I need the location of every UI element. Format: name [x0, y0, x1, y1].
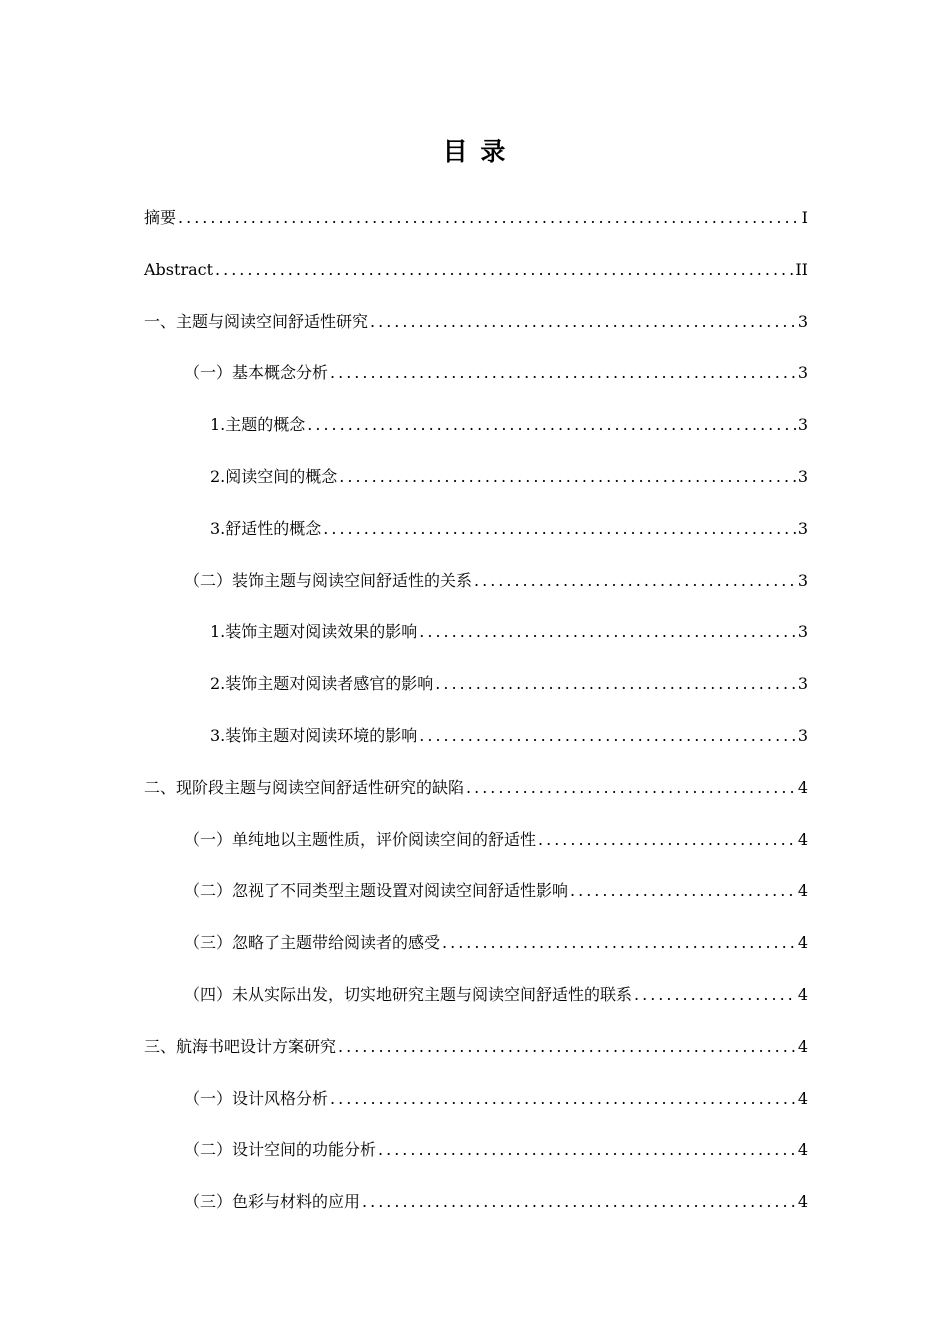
toc-dot-leader: [323, 517, 796, 541]
toc-entry[interactable]: [144, 206, 808, 230]
toc-entry[interactable]: [144, 258, 808, 282]
toc-dot-leader: [435, 672, 796, 696]
toc-dot-leader: [570, 879, 796, 903]
toc-entry-text: （二）装饰主题与阅读空间舒适性的关系: [184, 571, 473, 590]
toc-entry-text: （二）设计空间的功能分析: [184, 1140, 377, 1159]
toc-entry-text: 一、主题与阅读空间舒适性研究: [144, 312, 369, 331]
toc-entry[interactable]: [184, 361, 808, 385]
toc-dot-leader: [419, 620, 796, 644]
toc-entry-text: （四）未从实际出发，切实地研究主题与阅读空间舒适性的联系: [184, 985, 633, 1004]
toc-dot-leader: [178, 206, 800, 230]
toc-entry[interactable]: [210, 724, 808, 748]
toc-entry-page-number: 3: [797, 363, 808, 382]
toc-entry-text: 1.装饰主题对阅读效果的影响: [210, 622, 418, 641]
toc-entry-page-number: 3: [797, 674, 808, 693]
toc-entry-text: 摘要: [144, 208, 177, 227]
toc-dot-leader: [538, 828, 796, 852]
toc-entry[interactable]: [210, 620, 808, 644]
toc-entry[interactable]: [184, 1087, 808, 1111]
toc-entry[interactable]: [144, 1035, 808, 1059]
toc-entry-page-number: I: [801, 208, 808, 227]
toc-entry[interactable]: [184, 569, 808, 593]
toc-entry[interactable]: [210, 413, 808, 437]
toc-entry-page-number: 3: [797, 571, 808, 590]
toc-entry-page-number: 4: [797, 1037, 808, 1056]
toc-entry-text: （三）忽略了主题带给阅读者的感受: [184, 933, 441, 952]
toc-title: 目 录: [442, 137, 508, 166]
toc-entry-text: （一）单纯地以主题性质，评价阅读空间的舒适性: [184, 830, 537, 849]
toc-entry-page-number: 3: [797, 415, 808, 434]
toc-entry-text: Abstract: [144, 260, 214, 279]
toc-entry[interactable]: [184, 931, 808, 955]
toc-dot-leader: [419, 724, 796, 748]
toc-dot-leader: [330, 361, 796, 385]
toc-entry-page-number: 4: [797, 1140, 808, 1159]
toc-entry-page-number: 3: [797, 726, 808, 745]
toc-entry-page-number: 4: [797, 1192, 808, 1211]
toc-entry-page-number: 4: [797, 933, 808, 952]
toc-dot-leader: [466, 776, 796, 800]
toc-dot-leader: [370, 310, 796, 334]
toc-entry-text: 2.装饰主题对阅读者感官的影响: [210, 674, 434, 693]
toc-dot-leader: [474, 569, 796, 593]
toc-entry[interactable]: [184, 1190, 808, 1214]
toc-entry[interactable]: [184, 983, 808, 1007]
toc-entry-text: 3.舒适性的概念: [210, 519, 322, 538]
toc-dot-leader: [378, 1138, 796, 1162]
toc-entry-text: 1.主题的概念: [210, 415, 306, 434]
toc-entry-page-number: 3: [797, 467, 808, 486]
toc-entry-text: （一）基本概念分析: [184, 363, 329, 382]
toc-entry[interactable]: [184, 879, 808, 903]
toc-entry-text: （二）忽视了不同类型主题设置对阅读空间舒适性影响: [184, 881, 569, 900]
toc-entry[interactable]: [184, 1138, 808, 1162]
toc-entry-text: 3.装饰主题对阅读环境的影响: [210, 726, 418, 745]
toc-entry-page-number: 4: [797, 830, 808, 849]
toc-entry-text: （一）设计风格分析: [184, 1089, 329, 1108]
toc-entry-page-number: 4: [797, 881, 808, 900]
toc-entry-page-number: II: [795, 260, 808, 279]
toc-dot-leader: [442, 931, 796, 955]
toc-entry[interactable]: [210, 517, 808, 541]
toc-entry-page-number: 4: [797, 1089, 808, 1108]
toc-entry-page-number: 4: [797, 985, 808, 1004]
toc-entry-text: （三）色彩与材料的应用: [184, 1192, 361, 1211]
toc-entry[interactable]: [210, 465, 808, 489]
toc-entry-text: 二、现阶段主题与阅读空间舒适性研究的缺陷: [144, 778, 465, 797]
toc-dot-leader: [215, 258, 793, 282]
toc-entry-page-number: 3: [797, 519, 808, 538]
toc-dot-leader: [330, 1087, 796, 1111]
toc-entry[interactable]: [184, 828, 808, 852]
toc-entry-page-number: 4: [797, 778, 808, 797]
toc-entry-text: 2.阅读空间的概念: [210, 467, 338, 486]
toc-entry-page-number: 3: [797, 622, 808, 641]
toc-dot-leader: [634, 983, 796, 1007]
toc-entry[interactable]: [144, 310, 808, 334]
toc-entry-text: 三、航海书吧设计方案研究: [144, 1037, 337, 1056]
toc-dot-leader: [362, 1190, 796, 1214]
toc-dot-leader: [307, 413, 796, 437]
toc-entry-page-number: 3: [797, 312, 808, 331]
toc-dot-leader: [338, 1035, 796, 1059]
toc-entry[interactable]: [210, 672, 808, 696]
toc-dot-leader: [339, 465, 796, 489]
toc-entry[interactable]: [144, 776, 808, 800]
